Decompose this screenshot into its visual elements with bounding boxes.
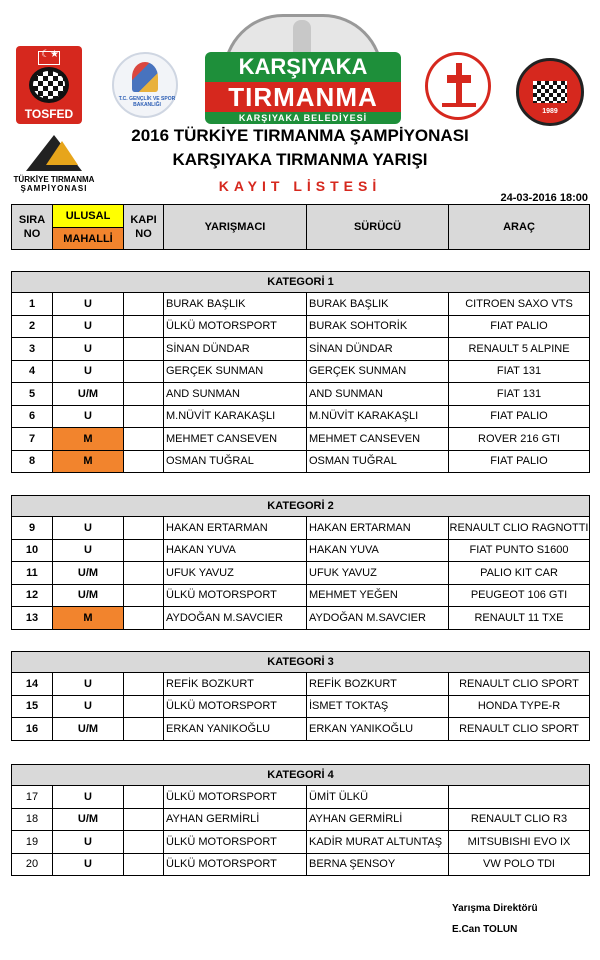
table-row [12, 853, 590, 876]
table-row [12, 293, 590, 316]
category-title: KATEGORİ 3 [12, 652, 590, 673]
row-competitor: OSMAN TUĞRAL [164, 450, 307, 473]
row-vehicle: HONDA TYPE-R [449, 695, 590, 718]
row-vehicle: FIAT PALIO [449, 405, 590, 428]
column-header-table [11, 204, 590, 250]
ege-otomobil-sporlari-logo [516, 58, 584, 126]
steering-wheel-icon [29, 67, 69, 103]
row-type: U [53, 673, 124, 696]
row-kapi-no [124, 338, 164, 361]
row-vehicle: VW POLO TDI [449, 853, 590, 876]
row-vehicle [449, 786, 590, 809]
table-row [12, 405, 590, 428]
row-number: 10 [12, 539, 53, 562]
row-type: M [53, 428, 124, 451]
row-kapi-no [124, 718, 164, 741]
category-table [11, 651, 590, 741]
row-kapi-no [124, 673, 164, 696]
table-row [12, 539, 590, 562]
row-number: 17 [12, 786, 53, 809]
table-row [12, 517, 590, 540]
row-number: 1 [12, 293, 53, 316]
row-kapi-no [124, 853, 164, 876]
row-driver: HAKAN YUVA [307, 539, 449, 562]
row-number: 4 [12, 360, 53, 383]
table-row [12, 315, 590, 338]
header-mahalli: MAHALLİ [53, 228, 124, 250]
row-kapi-no [124, 293, 164, 316]
date-stamp: 24-03-2016 18:00 [500, 192, 588, 204]
table-row [12, 428, 590, 451]
monument-base [442, 103, 476, 107]
logo-bar [0, 12, 600, 123]
row-driver: HAKAN ERTARMAN [307, 517, 449, 540]
row-vehicle: FIAT PALIO [449, 450, 590, 473]
row-type: U [53, 315, 124, 338]
row-vehicle: FIAT PALIO [449, 315, 590, 338]
row-kapi-no [124, 315, 164, 338]
row-vehicle: RENAULT CLIO SPORT [449, 718, 590, 741]
gsb-label: T.C. GENÇLİK VE SPOR BAKANLIĞI [118, 96, 176, 108]
karsiyaka-belediyesi-logo [425, 52, 491, 120]
row-driver: AYHAN GERMİRLİ [307, 808, 449, 831]
row-type: M [53, 607, 124, 630]
row-competitor: HAKAN ERTARMAN [164, 517, 307, 540]
list-title: KAYIT LİSTESİ [218, 178, 382, 194]
category-title: KATEGORİ 1 [12, 272, 590, 293]
row-driver: GERÇEK SUNMAN [307, 360, 449, 383]
row-type: M [53, 450, 124, 473]
row-number: 13 [12, 607, 53, 630]
category-table [11, 495, 590, 630]
row-kapi-no [124, 786, 164, 809]
row-competitor: ÜLKÜ MOTORSPORT [164, 584, 307, 607]
row-number: 19 [12, 831, 53, 854]
row-vehicle: FIAT PUNTO S1600 [449, 539, 590, 562]
header-ulusal: ULUSAL [53, 205, 124, 228]
row-kapi-no [124, 607, 164, 630]
row-type: U [53, 853, 124, 876]
row-type: U [53, 831, 124, 854]
row-number: 5 [12, 383, 53, 406]
row-driver: AYDOĞAN M.SAVCIER [307, 607, 449, 630]
row-type: U [53, 695, 124, 718]
row-competitor: ÜLKÜ MOTORSPORT [164, 831, 307, 854]
row-type: U/M [53, 718, 124, 741]
row-competitor: REFİK BOZKURT [164, 673, 307, 696]
row-type: U [53, 517, 124, 540]
row-kapi-no [124, 428, 164, 451]
tosfed-label: TOSFED [24, 107, 74, 121]
row-type: U [53, 539, 124, 562]
director-title: Yarışma Direktörü [452, 903, 538, 914]
page-subtitle: KARŞIYAKA TIRMANMA YARIŞI [172, 150, 428, 169]
row-vehicle: MITSUBISHI EVO IX [449, 831, 590, 854]
row-competitor: M.NÜVİT KARAKAŞLI [164, 405, 307, 428]
row-competitor: AYDOĞAN M.SAVCIER [164, 607, 307, 630]
row-competitor: UFUK YAVUZ [164, 562, 307, 585]
row-competitor: GERÇEK SUNMAN [164, 360, 307, 383]
row-competitor: SİNAN DÜNDAR [164, 338, 307, 361]
row-kapi-no [124, 562, 164, 585]
row-type: U [53, 360, 124, 383]
row-kapi-no [124, 405, 164, 428]
row-number: 3 [12, 338, 53, 361]
table-row [12, 718, 590, 741]
row-vehicle: FIAT 131 [449, 360, 590, 383]
table-row [12, 450, 590, 473]
row-driver: İSMET TOKTAŞ [307, 695, 449, 718]
category-table [11, 271, 590, 473]
row-type: U/M [53, 562, 124, 585]
monument-icon [456, 63, 462, 105]
director-name: E.Can TOLUN [452, 924, 518, 935]
tts-line-2: ŞAMPİYONASI [20, 184, 88, 193]
table-row [12, 786, 590, 809]
table-row [12, 673, 590, 696]
row-driver: MEHMET YEĞEN [307, 584, 449, 607]
row-vehicle: CITROEN SAXO VTS [449, 293, 590, 316]
page-title: 2016 TÜRKİYE TIRMANMA ŞAMPİYONASI [131, 126, 469, 145]
row-kapi-no [124, 695, 164, 718]
row-driver: BERNA ŞENSOY [307, 853, 449, 876]
row-driver: AND SUNMAN [307, 383, 449, 406]
row-type: U/M [53, 808, 124, 831]
row-vehicle: RENAULT 5 ALPINE [449, 338, 590, 361]
row-type: U [53, 405, 124, 428]
row-number: 11 [12, 562, 53, 585]
logo-line-1: KARŞIYAKA [205, 52, 401, 82]
row-kapi-no [124, 831, 164, 854]
row-type: U [53, 338, 124, 361]
table-row [12, 695, 590, 718]
tts-line-1: TÜRKİYE TIRMANMA [13, 175, 95, 184]
row-number: 8 [12, 450, 53, 473]
row-driver: REFİK BOZKURT [307, 673, 449, 696]
row-number: 6 [12, 405, 53, 428]
table-row [12, 338, 590, 361]
header-surucu: SÜRÜCÜ [307, 205, 449, 250]
row-number: 15 [12, 695, 53, 718]
row-number: 7 [12, 428, 53, 451]
karsiyaka-tirmanma-logo [205, 14, 401, 122]
category-title: KATEGORİ 4 [12, 765, 590, 786]
category-table [11, 764, 590, 876]
row-type: U/M [53, 584, 124, 607]
row-driver: BURAK BAŞLIK [307, 293, 449, 316]
row-type: U [53, 786, 124, 809]
row-kapi-no [124, 383, 164, 406]
header-kapi: KAPI NO [124, 205, 164, 250]
row-number: 2 [12, 315, 53, 338]
row-competitor: BURAK BAŞLIK [164, 293, 307, 316]
row-competitor: AND SUNMAN [164, 383, 307, 406]
row-driver: MEHMET CANSEVEN [307, 428, 449, 451]
row-driver: SİNAN DÜNDAR [307, 338, 449, 361]
row-kapi-no [124, 517, 164, 540]
row-vehicle: PALIO KIT CAR [449, 562, 590, 585]
row-driver: UFUK YAVUZ [307, 562, 449, 585]
checkered-flag-icon [533, 81, 567, 103]
row-driver: BURAK SOHTORİK [307, 315, 449, 338]
row-vehicle: RENAULT CLIO RAGNOTTI [449, 517, 590, 540]
row-competitor: MEHMET CANSEVEN [164, 428, 307, 451]
row-competitor: AYHAN GERMİRLİ [164, 808, 307, 831]
table-row [12, 607, 590, 630]
table-row [12, 584, 590, 607]
row-kapi-no [124, 808, 164, 831]
row-number: 12 [12, 584, 53, 607]
row-number: 16 [12, 718, 53, 741]
row-driver: ÜMİT ÜLKÜ [307, 786, 449, 809]
row-competitor: ÜLKÜ MOTORSPORT [164, 853, 307, 876]
table-row [12, 831, 590, 854]
row-vehicle: RENAULT CLIO SPORT [449, 673, 590, 696]
row-vehicle: RENAULT CLIO R3 [449, 808, 590, 831]
row-competitor: ERKAN YANIKOĞLU [164, 718, 307, 741]
row-kapi-no [124, 539, 164, 562]
logo-line-2: TIRMANMA [205, 82, 401, 112]
gsb-logo [112, 52, 178, 118]
row-type: U/M [53, 383, 124, 406]
row-number: 9 [12, 517, 53, 540]
header-sira: SIRA NO [12, 205, 53, 250]
row-kapi-no [124, 584, 164, 607]
header-arac: ARAÇ [449, 205, 590, 250]
row-competitor: HAKAN YUVA [164, 539, 307, 562]
table-row [12, 808, 590, 831]
row-type: U [53, 293, 124, 316]
logo-line-3: KARŞIYAKA BELEDİYESİ [205, 112, 401, 124]
row-kapi-no [124, 450, 164, 473]
row-driver: OSMAN TUĞRAL [307, 450, 449, 473]
row-vehicle: RENAULT 11 TXE [449, 607, 590, 630]
turkish-flag-icon [38, 51, 60, 65]
table-row [12, 562, 590, 585]
row-vehicle: ROVER 216 GTI [449, 428, 590, 451]
category-title: KATEGORİ 2 [12, 496, 590, 517]
row-kapi-no [124, 360, 164, 383]
row-number: 18 [12, 808, 53, 831]
table-row [12, 383, 590, 406]
row-number: 20 [12, 853, 53, 876]
row-vehicle: PEUGEOT 106 GTI [449, 584, 590, 607]
ege-year: 1989 [542, 108, 558, 115]
header-yarismaci: YARIŞMACI [164, 205, 307, 250]
row-competitor: ÜLKÜ MOTORSPORT [164, 315, 307, 338]
tosfed-logo [16, 46, 82, 124]
row-vehicle: FIAT 131 [449, 383, 590, 406]
row-driver: M.NÜVİT KARAKAŞLI [307, 405, 449, 428]
row-competitor: ÜLKÜ MOTORSPORT [164, 786, 307, 809]
monument-arm [447, 75, 471, 83]
athlete-figure-icon [132, 62, 158, 92]
row-competitor: ÜLKÜ MOTORSPORT [164, 695, 307, 718]
table-row [12, 360, 590, 383]
row-number: 14 [12, 673, 53, 696]
row-driver: ERKAN YANIKOĞLU [307, 718, 449, 741]
row-driver: KADİR MURAT ALTUNTAŞ [307, 831, 449, 854]
